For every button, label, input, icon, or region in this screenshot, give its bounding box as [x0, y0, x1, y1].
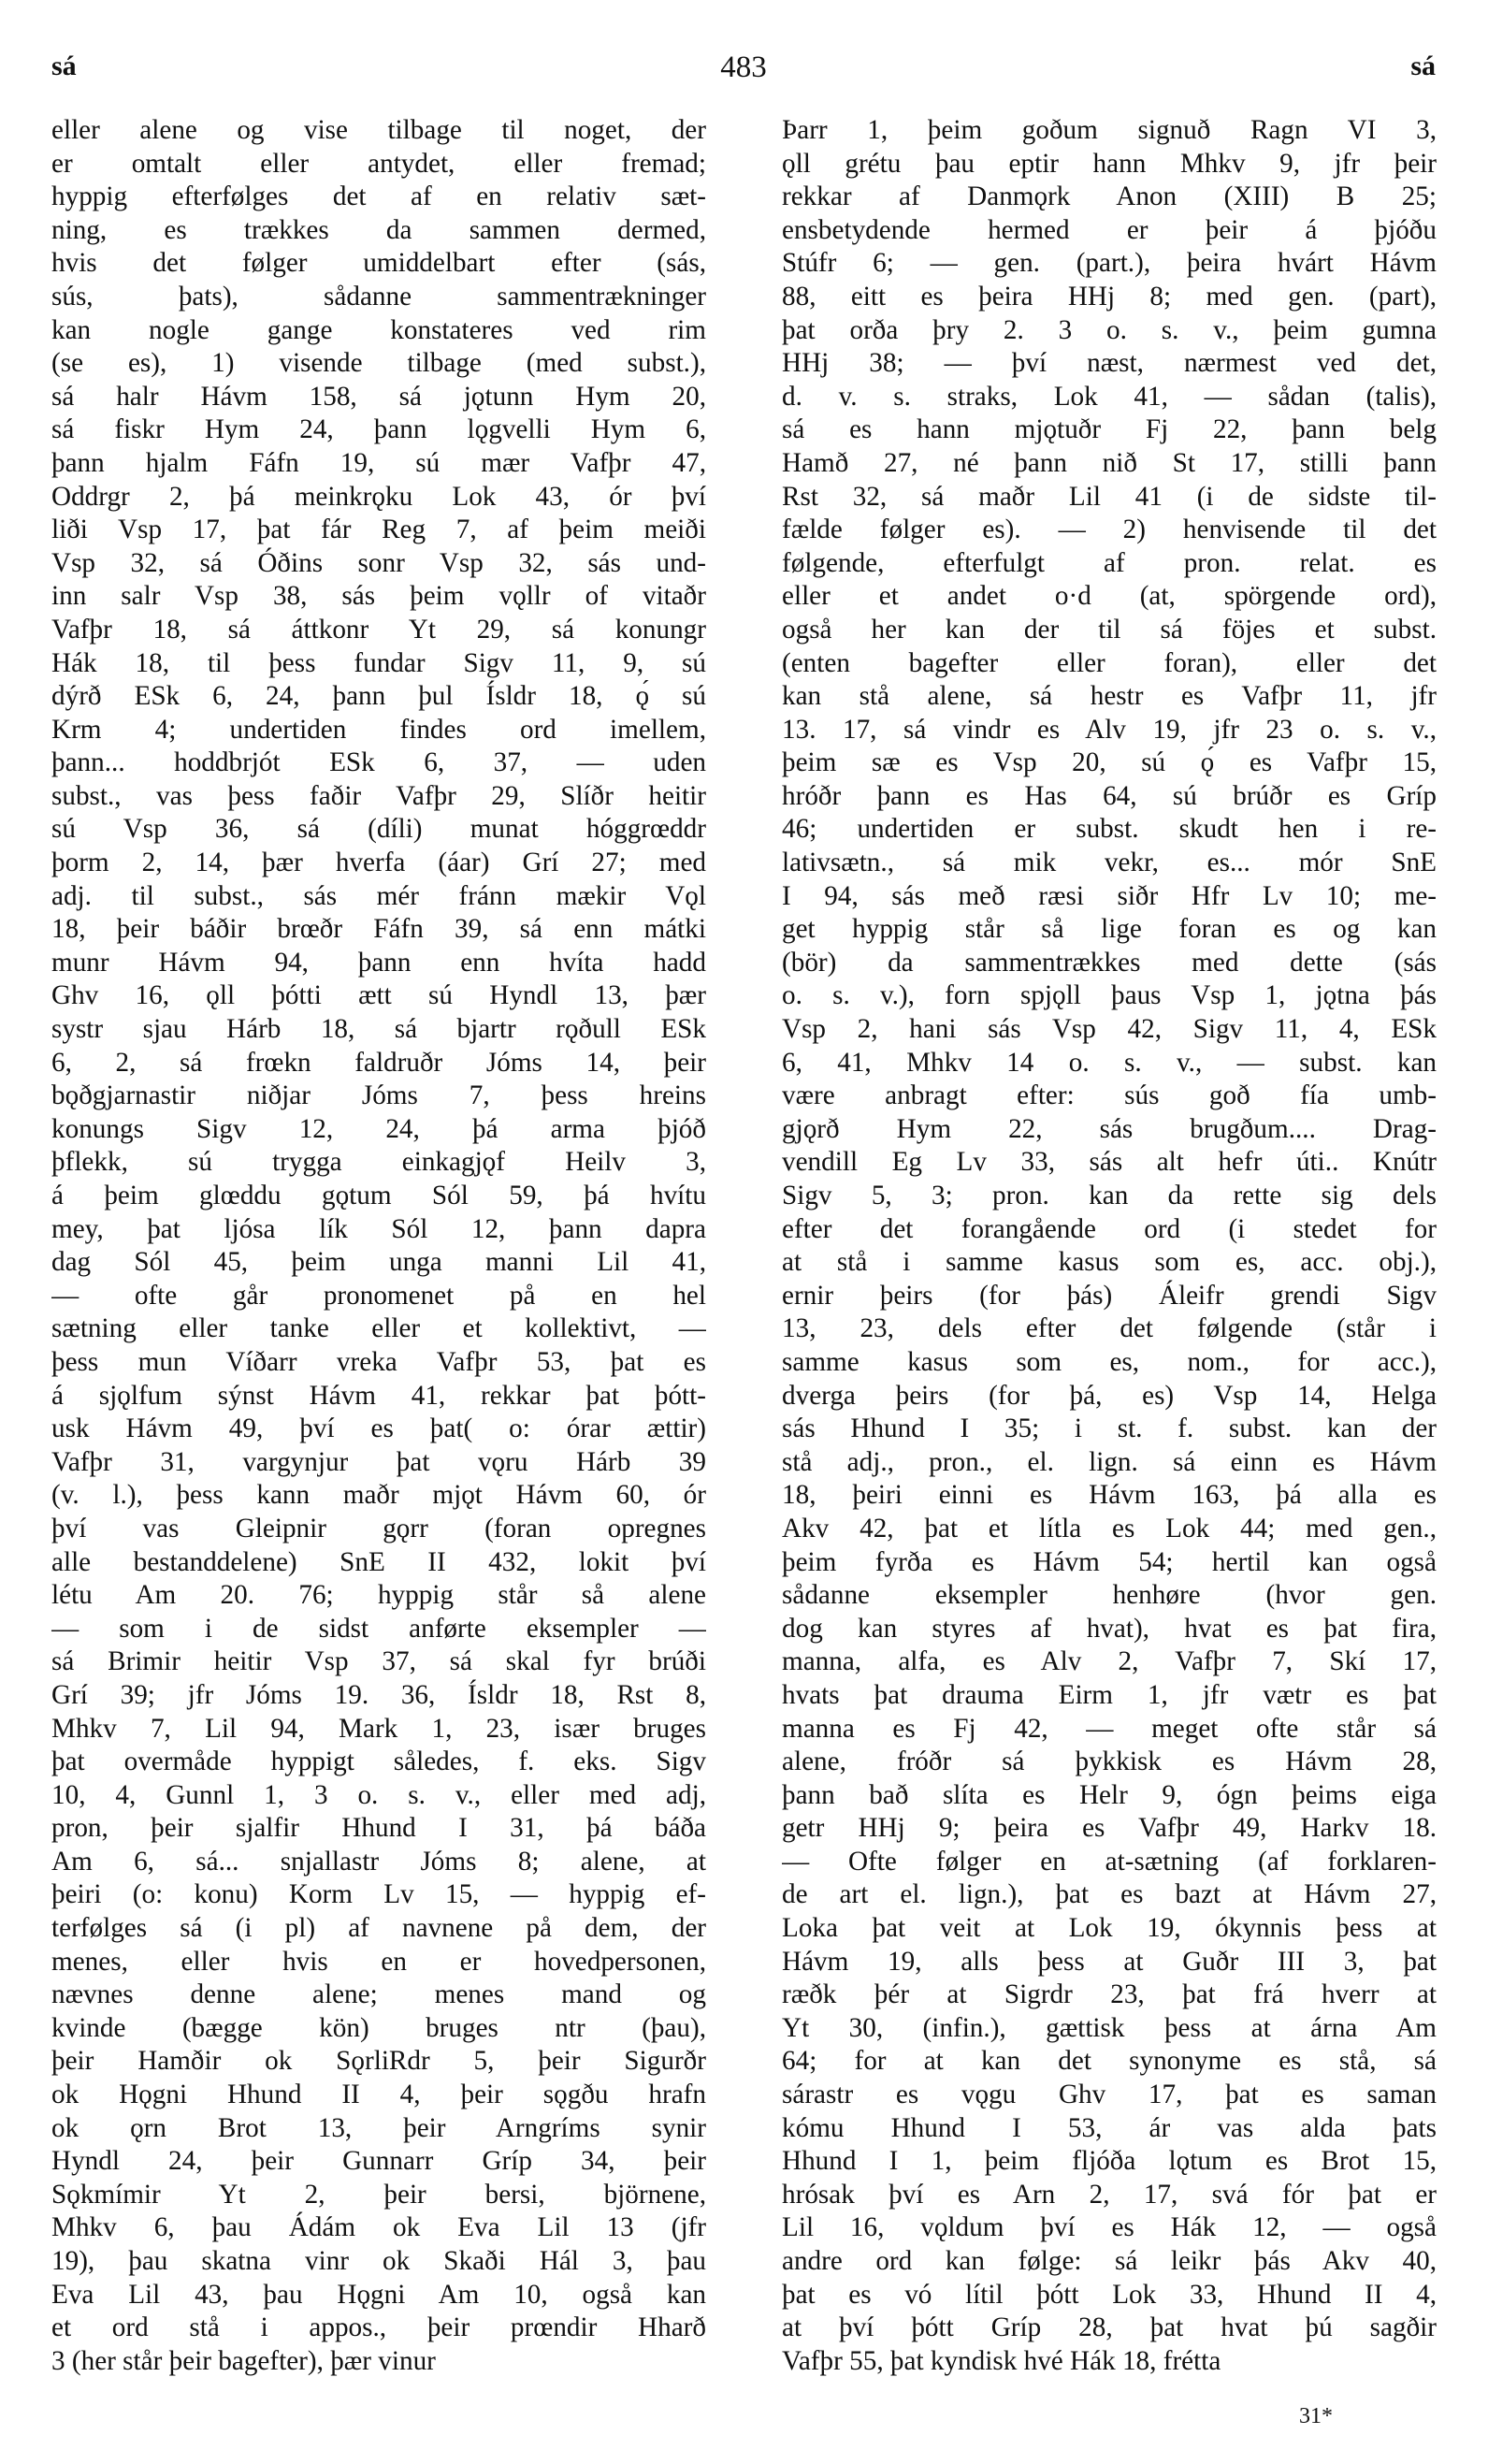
text-line: alle bestanddelene) SnE II 432, lokit því [51, 1546, 706, 1577]
text-line: kan stå alene, sá hestr es Vafþr 11, jfr [782, 681, 1437, 712]
text-line: alene, fróðr sá þykkisk es Hávm 28, [782, 1747, 1437, 1777]
text-line: sú Vsp 36, sá (díli) munat hóggrœddr [51, 814, 706, 845]
text-line: getr HHj 9; þeira es Vafþr 49, Harkv 18. [782, 1813, 1437, 1844]
text-line: sá es hann mjǫtuðr Fj 22, þann belg [782, 414, 1437, 445]
text-line: 19), þau skatna vinr ok Skaði Hál 3, þau [51, 2246, 706, 2276]
text-line: Vafþr 31, vargynjur þat vǫru Hárb 39 [51, 1446, 706, 1477]
text-line: usk Hávm 49, því es þat( o: órar ættir) [51, 1413, 706, 1444]
text-line: nævnes denne alene; menes mand og [51, 1979, 706, 2010]
text-line: bǫðgjarnastir niðjar Jóms 7, þess hreins [51, 1080, 706, 1111]
text-line: sá Brimir heitir Vsp 37, sá skal fyr brúði [51, 1646, 706, 1677]
text-line: fælde følger es). — 2) henvisende til det [782, 515, 1437, 545]
text-line: kvinde (bægge kön) bruges ntr (þau), [51, 2012, 706, 2043]
text-line: manna, alfa, es Alv 2, Vafþr 7, Skí 17, [782, 1646, 1437, 1677]
text-line: 3 (her står þeir bagefter), þær vinur [51, 2345, 436, 2376]
text-line: 64; for at kan det synonyme es stå, sá [782, 2046, 1437, 2077]
text-line: Hamð 27, né þann nið St 17, stilli þann [782, 447, 1437, 478]
text-line: lativsætn., sá mik vekr, es... mór SnE [782, 848, 1437, 878]
text-line: Þarr 1, þeim goðum signuð Ragn VI 3, [782, 115, 1437, 145]
text-line: munr Hávm 94, þann enn hvíta hadd [51, 947, 706, 978]
text-line: þeiri (o: konu) Korm Lv 15, — hyppig ef- [51, 1879, 706, 1910]
text-line: ǫll grétu þau eptir hann Mhkv 9, jfr þeir [782, 148, 1437, 179]
text-line: Ghv 16, ǫll þótti ætt sú Hyndl 13, þær [51, 980, 706, 1011]
text-line: 88, eitt es þeira HHj 8; med gen. (part), [782, 281, 1437, 312]
text-line: menes, eller hvis en er hovedpersonen, [51, 1946, 706, 1977]
text-line: þflekk, sú trygga einkagjǫf Heilv 3, [51, 1147, 706, 1178]
text-line: er omtalt eller antydet, eller fremad; [51, 148, 706, 179]
text-line: også her kan der til sá föjes et subst. [782, 614, 1437, 645]
text-line: Loka þat veit at Lok 19, ókynnis þess at [782, 1913, 1437, 1944]
text-line: Krm 4; undertiden findes ord imellem, [51, 714, 706, 745]
text-line: 18, þeiri einni es Hávm 163, þá alla es [782, 1480, 1437, 1511]
text-line: Sigv 5, 3; pron. kan da rette sig dels [782, 1181, 1437, 1210]
text-line: sús, þats), sådanne sammentrækninger [51, 281, 706, 312]
text-line: hvats þat drauma Eirm 1, jfr vætr es þat [782, 1679, 1437, 1710]
text-line: Vafþr 18, sá áttkonr Yt 29, sá konungr [51, 614, 706, 645]
text-line: ok ǫrn Brot 13, þeir Arngríms synir [51, 2112, 706, 2143]
text-line: Hhund I 1, þeim fljóða lǫtum es Brot 15, [782, 2146, 1437, 2177]
text-line: Akv 42, þat et lítla es Lok 44; med gen., [782, 1513, 1437, 1544]
text-line: følgende, efterfulgt af pron. relat. es [782, 547, 1437, 578]
text-line: kómu Hhund I 53, ár vas alda þats [782, 2112, 1437, 2143]
text-line: 46; undertiden er subst. skudt hen i re- [782, 814, 1437, 845]
text-line: ræðk þér at Sigrdr 23, þat frá hverr at [782, 1979, 1437, 2010]
text-line: Am 6, sá... snjallastr Jóms 8; alene, at [51, 1846, 706, 1877]
text-line: 13. 17, sá vindr es Alv 19, jfr 23 o. s. v., [782, 714, 1437, 745]
text-line: I 94, sás með ræsi siðr Hfr Lv 10; me- [782, 880, 1437, 911]
text-line: sá halr Hávm 158, sá jǫtunn Hym 20, [51, 381, 706, 412]
text-line: et ord stå i appos., þeir prœndir Hharð [51, 2312, 706, 2343]
text-line: terfølges sá (i pl) af navnene på dem, der [51, 1913, 706, 1944]
left-column [51, 114, 706, 2378]
text-line: þeim fyrða es Hávm 54; hertil kan også [782, 1546, 1437, 1577]
text-line: Hávm 19, alls þess at Guðr III 3, þat [782, 1946, 1437, 1977]
text-line: mey, þat ljósa lík Sól 12, þann dapra [51, 1213, 706, 1244]
text-line: Grí 39; jfr Jóms 19. 36, Ísldr 18, Rst 8, [51, 1679, 706, 1710]
page-number: 483 [720, 51, 767, 84]
text-line: sá fiskr Hym 24, þann lǫgvelli Hym 6, [51, 414, 706, 445]
text-line: systr sjau Hárb 18, sá bjartr rǫðull ESk [51, 1014, 706, 1045]
text-line: ensbetydende hermed er þeir á þjóðu [782, 214, 1437, 245]
text-line: vendill Eg Lv 33, sás alt hefr úti.. Knútr [782, 1147, 1437, 1178]
text-line: Mhkv 6, þau Ádám ok Eva Lil 13 (jfr [51, 2212, 706, 2243]
text-line: de art el. lign.), þat es bazt at Hávm 27, [782, 1879, 1437, 1910]
text-line: Eva Lil 43, þau Hǫgni Am 10, også kan [51, 2279, 706, 2310]
text-line: HHj 38; — því næst, nærmest ved det, [782, 348, 1437, 379]
text-line: Oddrgr 2, þá meinkrǫku Lok 43, ór því [51, 481, 706, 512]
text-line: á sjǫlfum sýnst Hávm 41, rekkar þat þótt- [51, 1380, 706, 1411]
text-line: at stå i samme kasus som es, acc. obj.), [782, 1247, 1437, 1278]
text-line: (enten bagefter eller foran), eller det [782, 647, 1437, 678]
text-line: dog kan styres af hvat), hvat es þat fira, [782, 1613, 1437, 1644]
header-left-keyword: sá [51, 51, 77, 81]
text-line: þann hjalm Fáfn 19, sú mær Vafþr 47, [51, 447, 706, 478]
text-line: at því þótt Gríp 28, þat hvat þú sagðir [782, 2312, 1437, 2343]
text-line: því vas Gleipnir gǫrr (foran opregnes [51, 1513, 706, 1544]
text-line: d. v. s. straks, Lok 41, — sådan (talis), [782, 381, 1437, 412]
text-line: Yt 30, (infin.), gættisk þess at árna Am [782, 2012, 1437, 2043]
running-header [51, 47, 1436, 95]
text-line: konungs Sigv 12, 24, þá arma þjóð [51, 1113, 706, 1144]
text-line: — ofte går pronomenet på en hel [51, 1280, 706, 1311]
text-line: (bör) da sammentrækkes med dette (sás [782, 947, 1437, 978]
text-line: efter det forangående ord (i stedet for [782, 1213, 1437, 1244]
text-line: þat es vó lítil þótt Lok 33, Hhund II 4, [782, 2279, 1437, 2310]
text-line: kan nogle gange konstateres ved rim [51, 314, 706, 345]
text-line: á þeim glœddu gǫtum Sól 59, þá hvítu [51, 1181, 706, 1210]
text-line: samme kasus som es, nom., for acc.), [782, 1346, 1437, 1377]
text-line: þat orða þry 2. 3 o. s. v., þeim gumna [782, 314, 1437, 345]
text-line: subst., vas þess faðir Vafþr 29, Slíðr heitir [51, 780, 706, 811]
text-line: — som i de sidst anførte eksempler — [51, 1613, 706, 1644]
text-line: Vsp 32, sá Óðins sonr Vsp 32, sás und- [51, 547, 706, 578]
text-line: Sǫkmímir Yt 2, þeir bersi, björnene, [51, 2179, 706, 2210]
text-line: sás Hhund I 35; i st. f. subst. kan der [782, 1413, 1437, 1444]
text-line: 13, 23, dels efter det følgende (står i [782, 1313, 1437, 1344]
text-line: o. s. v.), forn spjǫll þaus Vsp 1, jǫtna þás [782, 980, 1437, 1011]
text-line: sárastr es vǫgu Ghv 17, þat es saman [782, 2080, 1437, 2110]
text-line: stå adj., pron., el. lign. sá einn es Hávm [782, 1446, 1437, 1477]
header-right-keyword: sá [1410, 51, 1436, 81]
text-line: sætning eller tanke eller et kollektivt, — [51, 1313, 706, 1344]
text-line: þann bað slíta es Helr 9, ógn þeims eiga [782, 1779, 1437, 1810]
right-column [782, 114, 1437, 2378]
text-line: 10, 4, Gunnl 1, 3 o. s. v., eller med adj, [51, 1779, 706, 1810]
text-line: dýrð ESk 6, 24, þann þul Ísldr 18, ǫ́ sú [51, 681, 706, 712]
text-line: þann... hoddbrjót ESk 6, 37, — uden [51, 747, 706, 778]
text-line: Lil 16, vǫldum því es Hák 12, — også [782, 2212, 1437, 2243]
text-line: ernir þeirs (for þás) Áleifr grendi Sigv [782, 1280, 1437, 1311]
text-line: eller alene og vise tilbage til noget, der [51, 115, 706, 145]
text-line: Hyndl 24, þeir Gunnarr Gríp 34, þeir [51, 2146, 706, 2177]
signature-mark: 31* [1299, 2404, 1333, 2428]
text-line: rekkar af Danmǫrk Anon (XIII) B 25; [782, 181, 1437, 212]
text-line: hróðr þann es Has 64, sú brúðr es Gríp [782, 780, 1437, 811]
text-line: Vsp 2, hani sás Vsp 42, Sigv 11, 4, ESk [782, 1014, 1437, 1045]
text-line: inn salr Vsp 38, sás þeim vǫllr of vitaðr [51, 581, 706, 612]
text-line: Mhkv 7, Lil 94, Mark 1, 23, især bruges [51, 1713, 706, 1744]
text-line: hyppig efterfølges det af en relativ sæt- [51, 181, 706, 212]
text-line: dverga þeirs (for þá, es) Vsp 14, Helga [782, 1380, 1437, 1411]
text-line: (se es), 1) visende tilbage (med subst.), [51, 348, 706, 379]
text-line: være anbragt efter: sús goð fía umb- [782, 1080, 1437, 1111]
text-line: andre ord kan følge: sá leikr þás Akv 40, [782, 2246, 1437, 2276]
text-line: þeim sæ es Vsp 20, sú ǫ́ es Vafþr 15, [782, 747, 1437, 778]
text-line: — Ofte følger en at-sætning (af forklaren- [782, 1846, 1437, 1877]
text-line: manna es Fj 42, — meget ofte står sá [782, 1713, 1437, 1744]
text-line: þess mun Víðarr vreka Vafþr 53, þat es [51, 1346, 706, 1377]
text-line: dag Sól 45, þeim unga manni Lil 41, [51, 1247, 706, 1278]
text-line: Rst 32, sá maðr Lil 41 (i de sidste til- [782, 481, 1437, 512]
text-line: get hyppig står så lige foran es og kan [782, 914, 1437, 945]
text-line: þorm 2, 14, þær hverfa (áar) Grí 27; med [51, 848, 706, 878]
text-line: hvis det følger umiddelbart efter (sás, [51, 248, 706, 279]
text-line: ning, es trækkes da sammen dermed, [51, 214, 706, 245]
text-line: 6, 41, Mhkv 14 o. s. v., — subst. kan [782, 1047, 1437, 1078]
text-line: létu Am 20. 76; hyppig står så alene [51, 1580, 706, 1611]
text-line: Vafþr 55, þat kyndisk hvé Hák 18, frétta [782, 2345, 1221, 2376]
text-line: gjǫrð Hym 22, sás brugðum.... Drag- [782, 1113, 1437, 1144]
text-line: þeir Hamðir ok SǫrliRdr 5, þeir Sigurðr [51, 2046, 706, 2077]
text-line: 6, 2, sá frœkn faldruðr Jóms 14, þeir [51, 1047, 706, 1078]
text-line: hrósak því es Arn 2, 17, svá fór þat er [782, 2179, 1437, 2210]
text-line: (v. l.), þess kann maðr mjǫt Hávm 60, ór [51, 1480, 706, 1511]
text-line: þat overmåde hyppigt således, f. eks. Sigv [51, 1747, 706, 1777]
text-line: 18, þeir báðir brœðr Fáfn 39, sá enn mátki [51, 914, 706, 945]
text-line: Stúfr 6; — gen. (part.), þeira hvárt Hávm [782, 248, 1437, 279]
dictionary-page [51, 47, 1436, 2442]
text-line: adj. til subst., sás mér fránn mækir Vǫl [51, 880, 706, 911]
text-line: liði Vsp 17, þat fár Reg 7, af þeim meiði [51, 515, 706, 545]
text-line: eller et andet o·d (at, spörgende ord), [782, 581, 1437, 612]
text-line: pron, þeir sjalfir Hhund I 31, þá báða [51, 1813, 706, 1844]
text-line: ok Hǫgni Hhund II 4, þeir sǫgðu hrafn [51, 2080, 706, 2110]
text-line: Hák 18, til þess fundar Sigv 11, 9, sú [51, 647, 706, 678]
text-line: sådanne eksempler henhøre (hvor gen. [782, 1580, 1437, 1611]
